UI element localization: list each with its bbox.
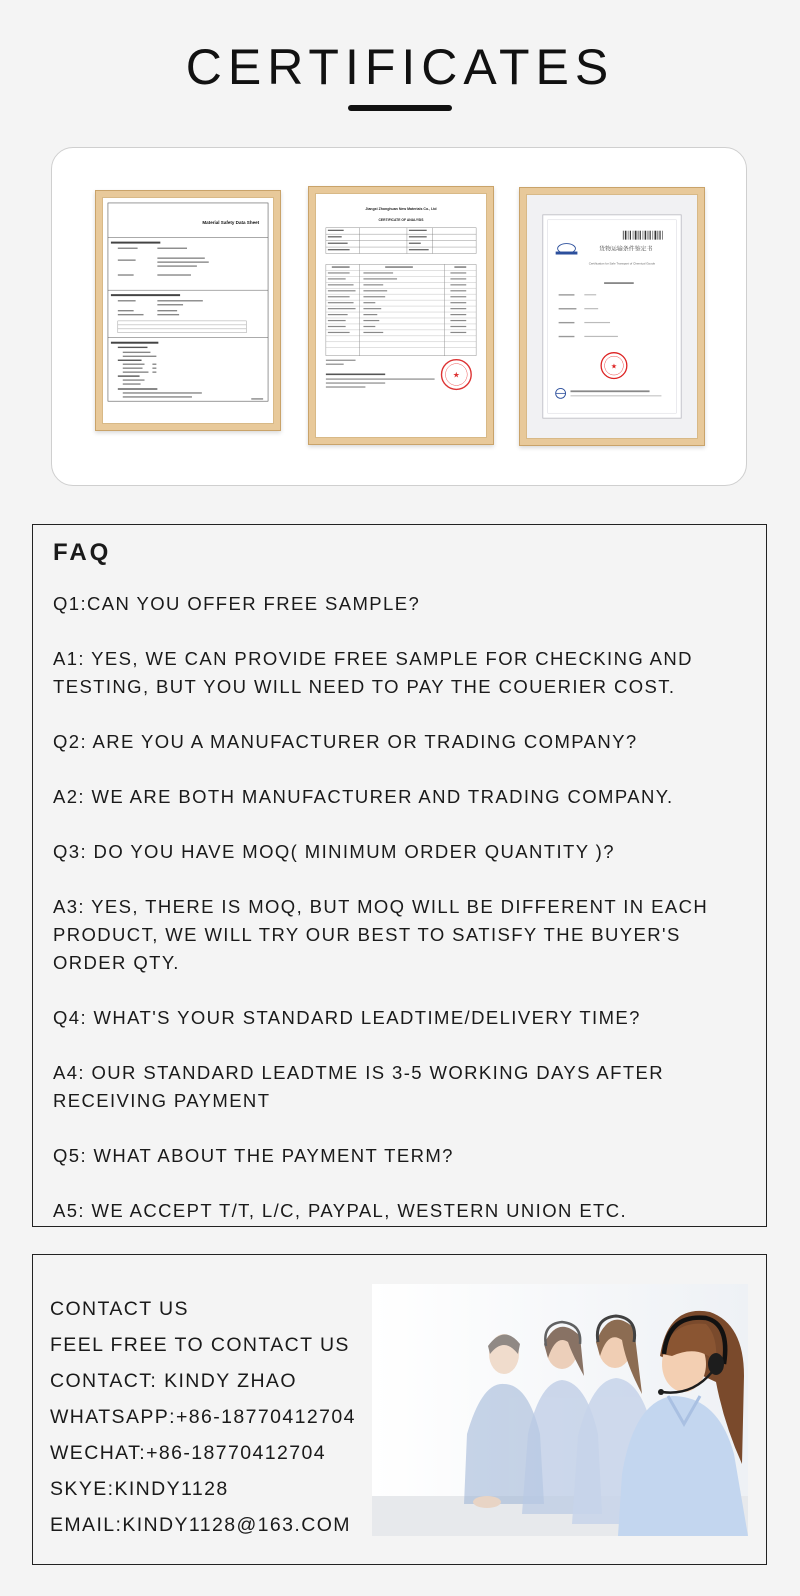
transport-heading: 货物运输条件鉴定书 (599, 245, 653, 253)
msds-document (102, 197, 274, 424)
contact-email[interactable]: EMAIL:KINDY1128@163.COM (50, 1514, 351, 1536)
contact-tagline: FEEL FREE TO CONTACT US (50, 1334, 350, 1356)
faq-answer-4: A4: OUR STANDARD LEADTME IS 3-5 WORKING DAYS AFTER RECEIVING PAYMENT (53, 1062, 665, 1111)
faq-section (32, 524, 767, 1227)
certificate-frame-msds[interactable] (95, 190, 281, 431)
contact-wechat[interactable]: WECHAT:+86-18770412704 (50, 1442, 326, 1464)
transport-page-graphic (527, 195, 697, 438)
coa-page-graphic (316, 194, 486, 437)
transport-subheading: Certification for Safe Transport of Chemical Goods (588, 261, 655, 266)
faq-question-1: Q1:CAN YOU OFFER FREE SAMPLE? (53, 593, 421, 614)
coa-company: Jiangxi Zhonghuan New Materials Co., Ltd (365, 206, 437, 211)
faq-answer-2: A2: WE ARE BOTH MANUFACTURER AND TRADING COMPANY. (53, 786, 674, 807)
coa-heading: CERTIFICATE OF ANALYSIS (378, 217, 424, 222)
faq-answer-3: A3: YES, THERE IS MOQ, BUT MOQ WILL BE DIFFERENT IN EACH PRODUCT, WE WILL TRY OUR BEST TO SATISFY THE BUYER'S ORDER QTY. (53, 896, 709, 973)
call-center-illustration (372, 1284, 748, 1536)
certificate-frame-coa[interactable] (308, 186, 494, 445)
faq-question-5: Q5: WHAT ABOUT THE PAYMENT TERM? (53, 1145, 454, 1166)
contact-details (50, 1291, 356, 1543)
faq-answer-5: A5: WE ACCEPT T/T, L/C, PAYPAL, WESTERN UNION ETC. (53, 1200, 628, 1221)
faq-question-3: Q3: DO YOU HAVE MOQ( MINIMUM ORDER QUANTITY )? (53, 841, 615, 862)
contact-person: CONTACT: KINDY ZHAO (50, 1370, 297, 1392)
coa-document (315, 193, 487, 438)
contact-skype[interactable]: SKYE:KINDY1128 (50, 1478, 229, 1500)
faq-answer-1: A1: YES, WE CAN PROVIDE FREE SAMPLE FOR CHECKING AND TESTING, BUT YOU WILL NEED TO PAY THE COUERIER COST. (53, 648, 693, 697)
msds-page-graphic (103, 198, 273, 423)
title-underline (348, 105, 452, 111)
red-seal-icon (442, 360, 472, 390)
certificate-frame-transport[interactable] (519, 187, 705, 446)
faq-title: FAQ (53, 539, 112, 566)
faq-question-4: Q4: WHAT'S YOUR STANDARD LEADTIME/DELIVERY TIME? (53, 1007, 641, 1028)
contact-section (32, 1254, 767, 1565)
contact-heading: CONTACT US (50, 1298, 189, 1320)
call-center-photo (372, 1284, 748, 1536)
transport-document (526, 194, 698, 439)
svg-text:★: ★ (610, 362, 618, 371)
msds-heading: Material Safety Data Sheet (202, 219, 260, 225)
svg-text:★: ★ (452, 370, 460, 380)
contact-whatsapp[interactable]: WHATSAPP:+86-18770412704 (50, 1406, 356, 1428)
faq-question-2: Q2: ARE YOU A MANUFACTURER OR TRADING COMPANY? (53, 731, 638, 752)
certificates-title: CERTIFICATES (185, 39, 615, 95)
